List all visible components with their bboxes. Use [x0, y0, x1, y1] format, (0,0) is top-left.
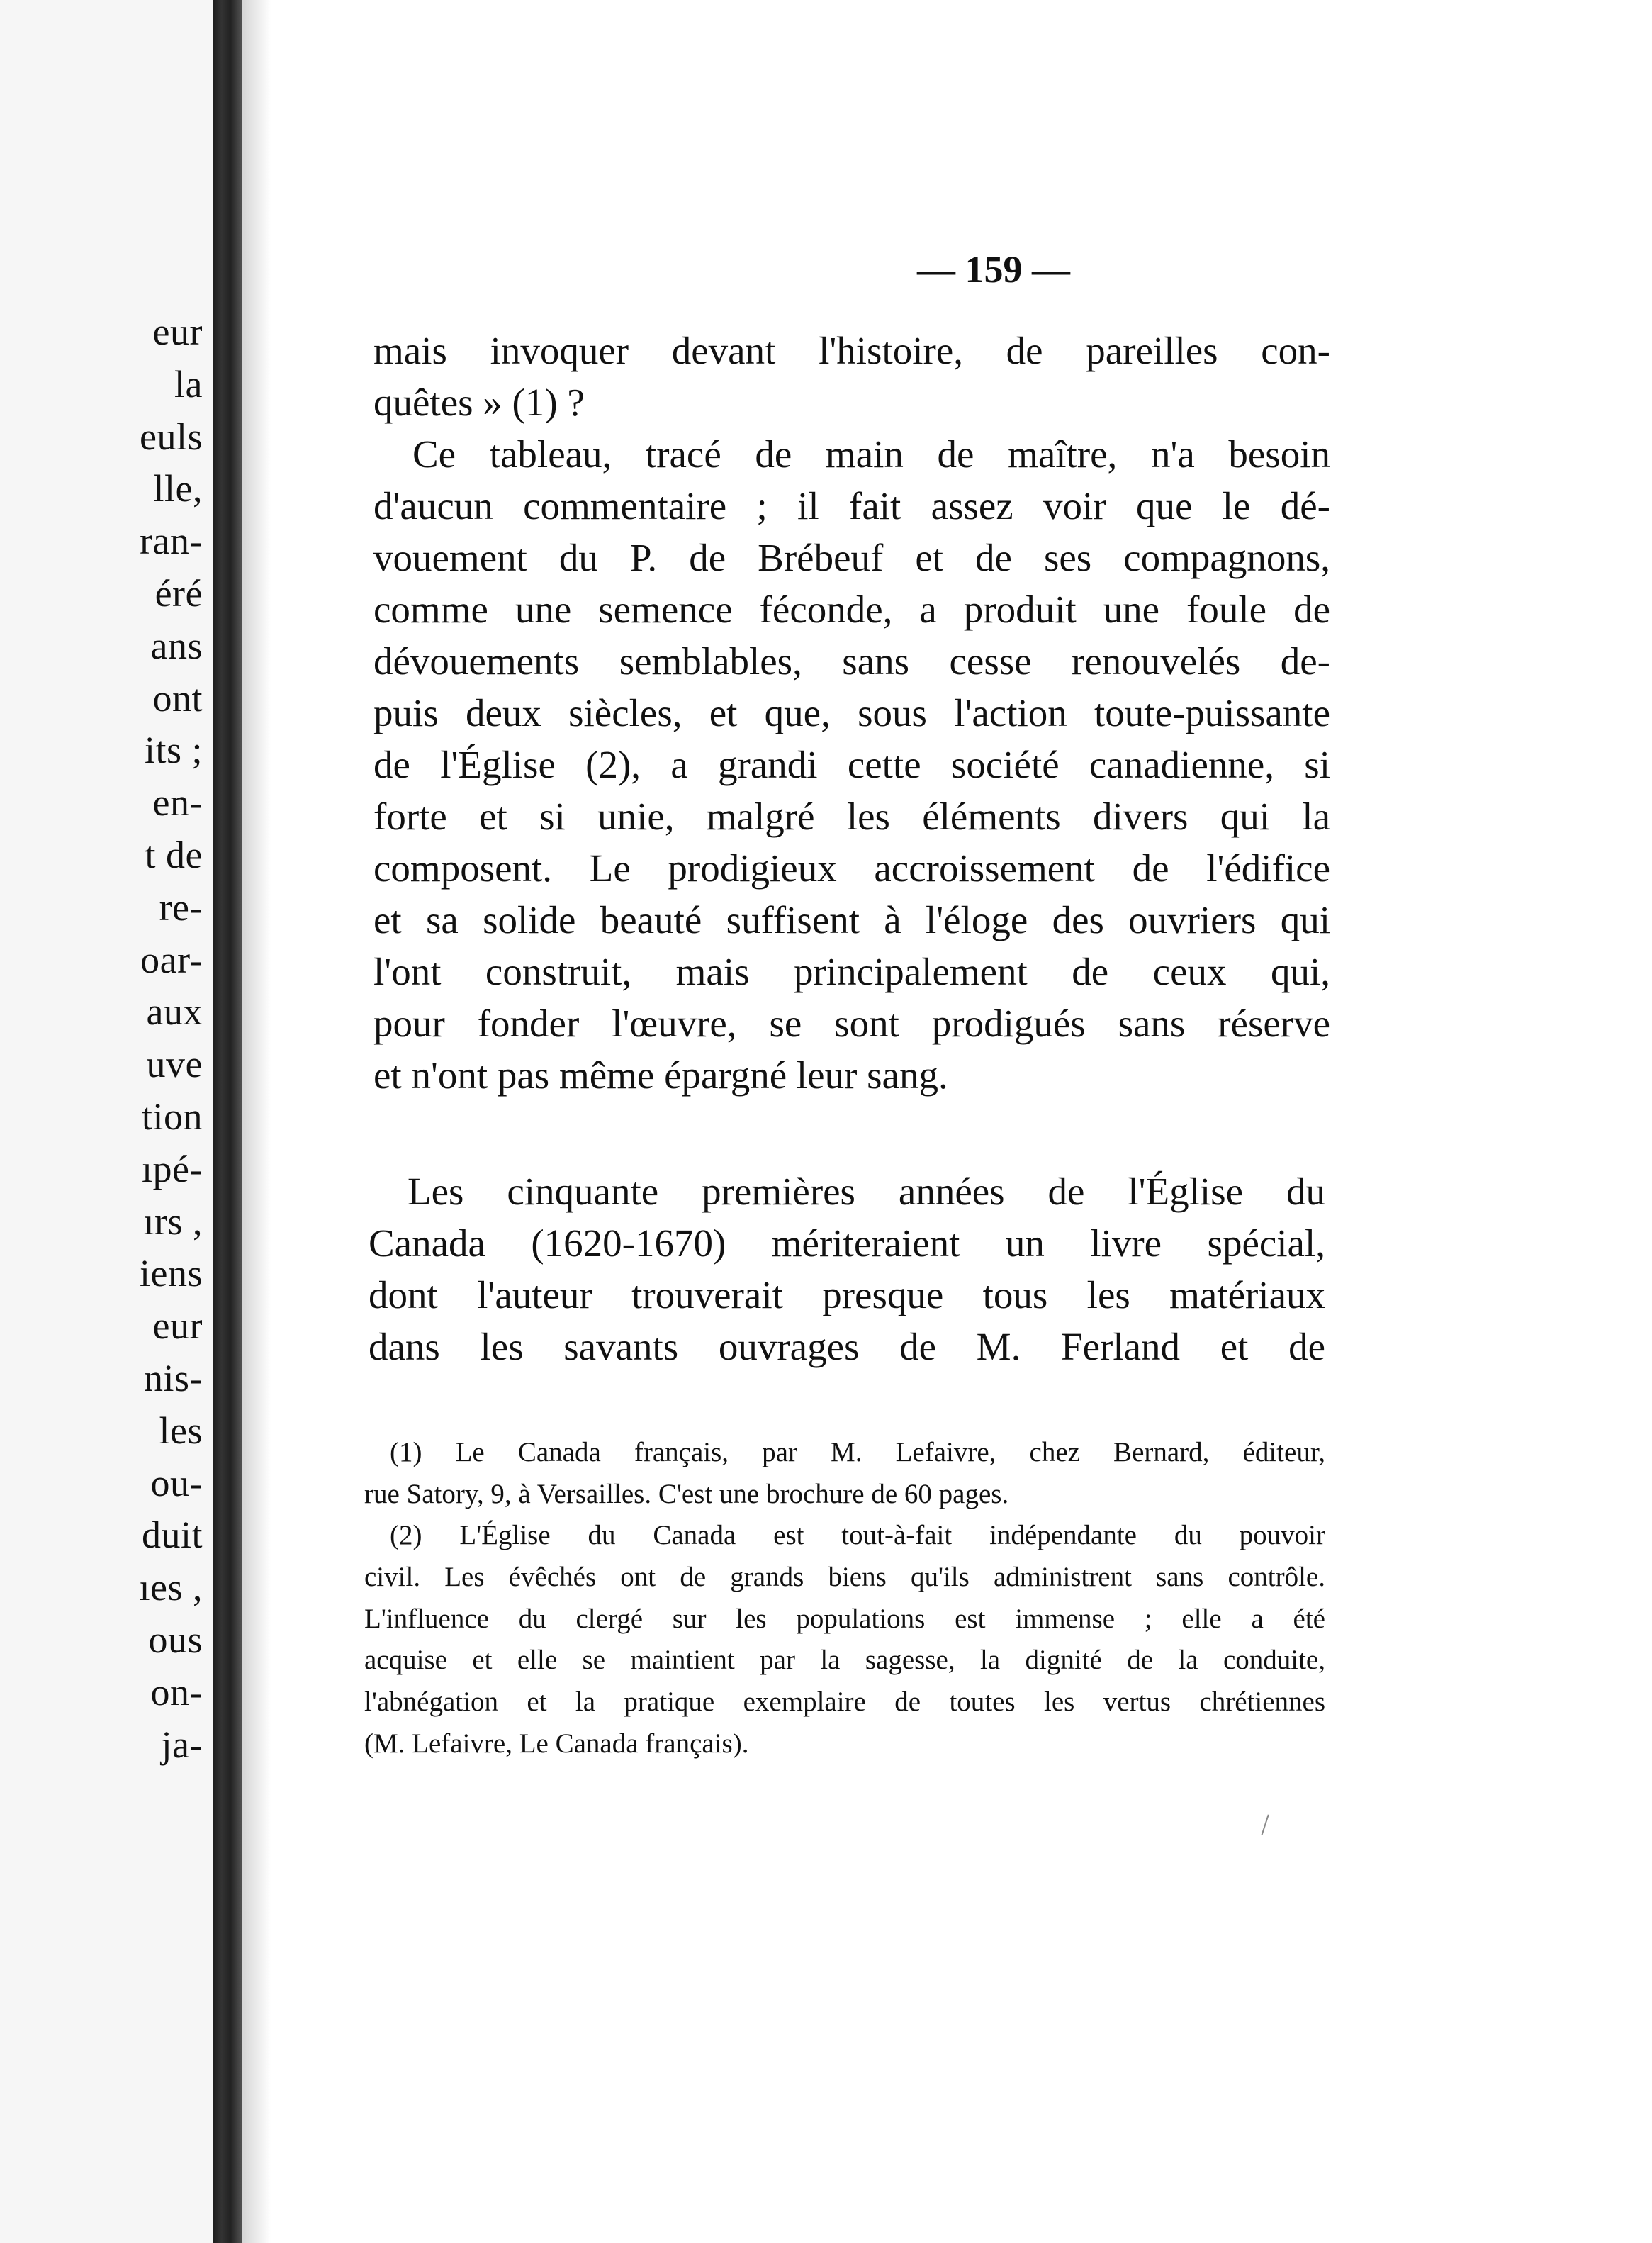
text-line: Ce tableau, tracé de main de maître, n'a besoin — [412, 432, 1330, 476]
left-fragment-line: t de — [145, 833, 203, 876]
text-line: mais invoquer devant l'histoire, de pareilles con- — [373, 329, 1330, 372]
footnotes — [364, 1432, 1325, 1765]
text-line: d'aucun commentaire ; il fait assez voir que le dé- — [373, 484, 1330, 527]
paragraph-commentary — [373, 428, 1330, 1101]
stray-pen-mark — [1262, 1814, 1274, 1836]
text-line: forte et si unie, malgré les éléments divers qui la — [373, 795, 1330, 838]
left-fragment-line: éré — [154, 571, 203, 615]
left-fragment-line: on- — [150, 1670, 203, 1713]
footnote-line: (2) L'Église du Canada est tout-à-fait indépendante du pouvoir — [390, 1520, 1325, 1551]
text-line: de l'Église (2), a grandi cette société canadienne, si — [373, 743, 1330, 786]
paragraph-church-history — [369, 1165, 1325, 1372]
footnote-line: (M. Lefaivre, Le Canada français). — [364, 1728, 749, 1759]
left-fragment-line: les — [159, 1409, 203, 1452]
left-fragment-line: la — [174, 362, 203, 405]
text-line: et n'ont pas même épargné leur sang. — [373, 1053, 948, 1097]
left-fragment-line: eur — [152, 1304, 203, 1348]
left-fragment-line: eur — [152, 311, 203, 353]
left-fragment-line: its ; — [144, 729, 203, 772]
left-fragment-line: ont — [152, 676, 203, 720]
left-fragment-line: ıes , — [139, 1566, 203, 1609]
text-line: dont l'auteur trouverait presque tous les matériaux — [369, 1273, 1325, 1316]
right-page — [271, 0, 1652, 2243]
left-fragment-line: ans — [150, 624, 203, 667]
text-line: comme une semence féconde, a produit une foule de — [373, 588, 1330, 631]
paragraph-continuation — [373, 325, 1330, 428]
left-fragment-line: re- — [159, 885, 203, 929]
left-fragment-line: uve — [146, 1043, 203, 1086]
book-binding-gutter — [213, 0, 242, 2243]
text-line: dans les savants ouvrages de M. Ferland et de — [369, 1325, 1325, 1368]
text-line: l'ont construit, mais principalement de ceux qui, — [373, 950, 1330, 993]
left-fragment-line: tion — [141, 1095, 203, 1138]
left-fragment-line: oar- — [140, 938, 203, 981]
left-fragment-line: ran- — [140, 520, 203, 563]
left-fragment-line: iens — [140, 1252, 203, 1295]
text-line: quêtes » (1) ? — [373, 381, 585, 424]
text-line: Les cinquante premières années de l'Église du — [408, 1170, 1325, 1213]
text-line: puis deux siècles, et que, sous l'action toute-puissante — [373, 691, 1330, 734]
left-fragment-line: ıpé- — [142, 1147, 203, 1190]
left-fragment-line: ous — [148, 1618, 203, 1661]
left-fragment-line: duit — [141, 1514, 203, 1557]
left-fragment-line: ja- — [161, 1723, 203, 1766]
left-fragment-line: ou- — [150, 1461, 203, 1504]
gutter-shadow — [242, 0, 271, 2243]
footnote-line: acquise et elle se maintient par la sagesse, la dignité de la conduite, — [364, 1645, 1325, 1676]
text-line: dévouements semblables, sans cesse renouvelés de- — [373, 639, 1330, 683]
left-facing-page — [0, 0, 213, 2243]
footnote-line: l'abnégation et la pratique exemplaire de toutes les vertus chrétiennes — [364, 1687, 1325, 1718]
footnote-line: rue Satory, 9, à Versailles. C'est une brochure de 60 pages. — [364, 1478, 1009, 1509]
text-line: pour fonder l'œuvre, se sont prodigués sans réserve — [373, 1002, 1330, 1045]
text-line: et sa solide beauté suffisent à l'éloge des ouvriers qui — [373, 898, 1330, 941]
left-fragment-line: lle, — [153, 467, 203, 510]
left-fragment-line: ırs , — [143, 1199, 203, 1243]
left-fragment-line: euls — [140, 415, 203, 458]
page-number: — 159 — — [917, 248, 1070, 291]
text-line: Canada (1620-1670) mériteraient un livre spécial, — [369, 1221, 1325, 1265]
left-fragment-line: nis- — [144, 1356, 203, 1399]
left-page-text-fragments — [0, 306, 213, 1771]
left-fragment-line: aux — [146, 990, 203, 1034]
text-line: vouement du P. de Brébeuf et de ses compagnons, — [373, 536, 1330, 579]
footnote-line: L'influence du clergé sur les populations est immense ; elle a été — [364, 1603, 1325, 1634]
footnote-line: civil. Les évêchés ont de grands biens qu'ils administrent sans contrôle. — [364, 1562, 1325, 1593]
left-fragment-line: en- — [152, 781, 203, 824]
text-line: composent. Le prodigieux accroissement de l'édifice — [373, 846, 1330, 890]
footnote-line: (1) Le Canada français, par M. Lefaivre, chez Bernard, éditeur, — [390, 1437, 1325, 1467]
